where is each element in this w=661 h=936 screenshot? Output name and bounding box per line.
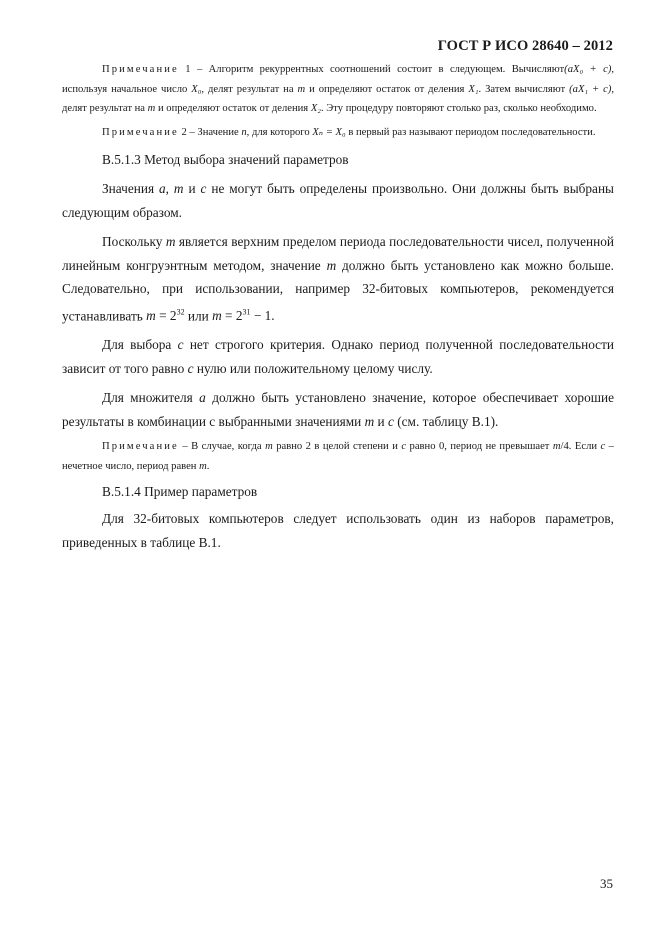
note-label: Примечание [102, 64, 179, 75]
formula-m-2-32: $m = 2^{32}$ [146, 307, 185, 323]
variable: n [241, 126, 247, 138]
note-1: Примечание 1 – Алгоритм рекуррентных соотношений состоит в следующем. Вычисляют(aX₀ + c), используя начальное число X₀, делят результат на m и определяют остаток от деления X₁. Затем вычисляют (aX₁ + c), делят результат на m и определяют остаток от деления X₂. Эту процедуру повторяют столько раз, сколько необходимо. [62, 64, 615, 114]
section-heading-b513: В.5.1.3 Метод выбора значений параметров [102, 152, 349, 167]
formula: (aX₁ + c) [569, 83, 612, 95]
variable: m [147, 103, 156, 114]
page-body [62, 60, 614, 554]
formula: (aX₀ + c) [564, 64, 612, 75]
paragraph: Значения a, m и c не могут быть определены произвольно. Они должны быть выбраны следующим образом. [62, 181, 614, 220]
variable: X₀ [191, 83, 202, 95]
section-heading-b514: В.5.1.4 Пример параметров [102, 484, 258, 500]
variable: X₂ [310, 103, 321, 114]
paragraph: Для множителя a должно быть установлено значение, которое обеспечивает хорошие результаты в комбинации с выбранными значениями m и c (см. таблицу В.1). [62, 390, 614, 429]
page-number: 35 [600, 876, 613, 891]
note-label: Примечание [102, 126, 179, 138]
formula: Xₙ = X₀ [312, 126, 346, 138]
variable: m [297, 83, 306, 95]
document-code-header: ГОСТ Р ИСО 28640 – 2012 [437, 38, 613, 54]
paragraph: Для выбора c нет строгого критерия. Однако период полученной последовательности зависит от того равно c нулю или положительному целому числу. [62, 337, 614, 376]
formula-m-2-31: $m = 2^{31} - 1$. [212, 307, 275, 323]
note-2: Примечание 2 – Значение n, для которого Xₙ = X₀ в первый раз называют периодом последовательности. [102, 126, 596, 138]
paragraph: Для 32-битовых компьютеров следует использовать один из наборов параметров, приведенных в таблице В.1. [62, 511, 614, 550]
note-3: Примечание – В случае, когда m равно 2 в целой степени и c равно 0, период не превышает m/4. Если c – нечетное число, период равен m. [62, 441, 614, 472]
variable: X₁ [468, 83, 479, 95]
note-label: Примечание [102, 441, 179, 453]
paragraph: Поскольку m является верхним пределом периода последовательности чисел, полученной линейным конгруэнтным методом, значение m должно быть установлено как можно больше. Следовательно, при использовании, например 32-битовых компьютеров, рекомендуется устанавливать $m = 2^{32}$ или $m = 2^{31} - 1$. [62, 234, 614, 323]
